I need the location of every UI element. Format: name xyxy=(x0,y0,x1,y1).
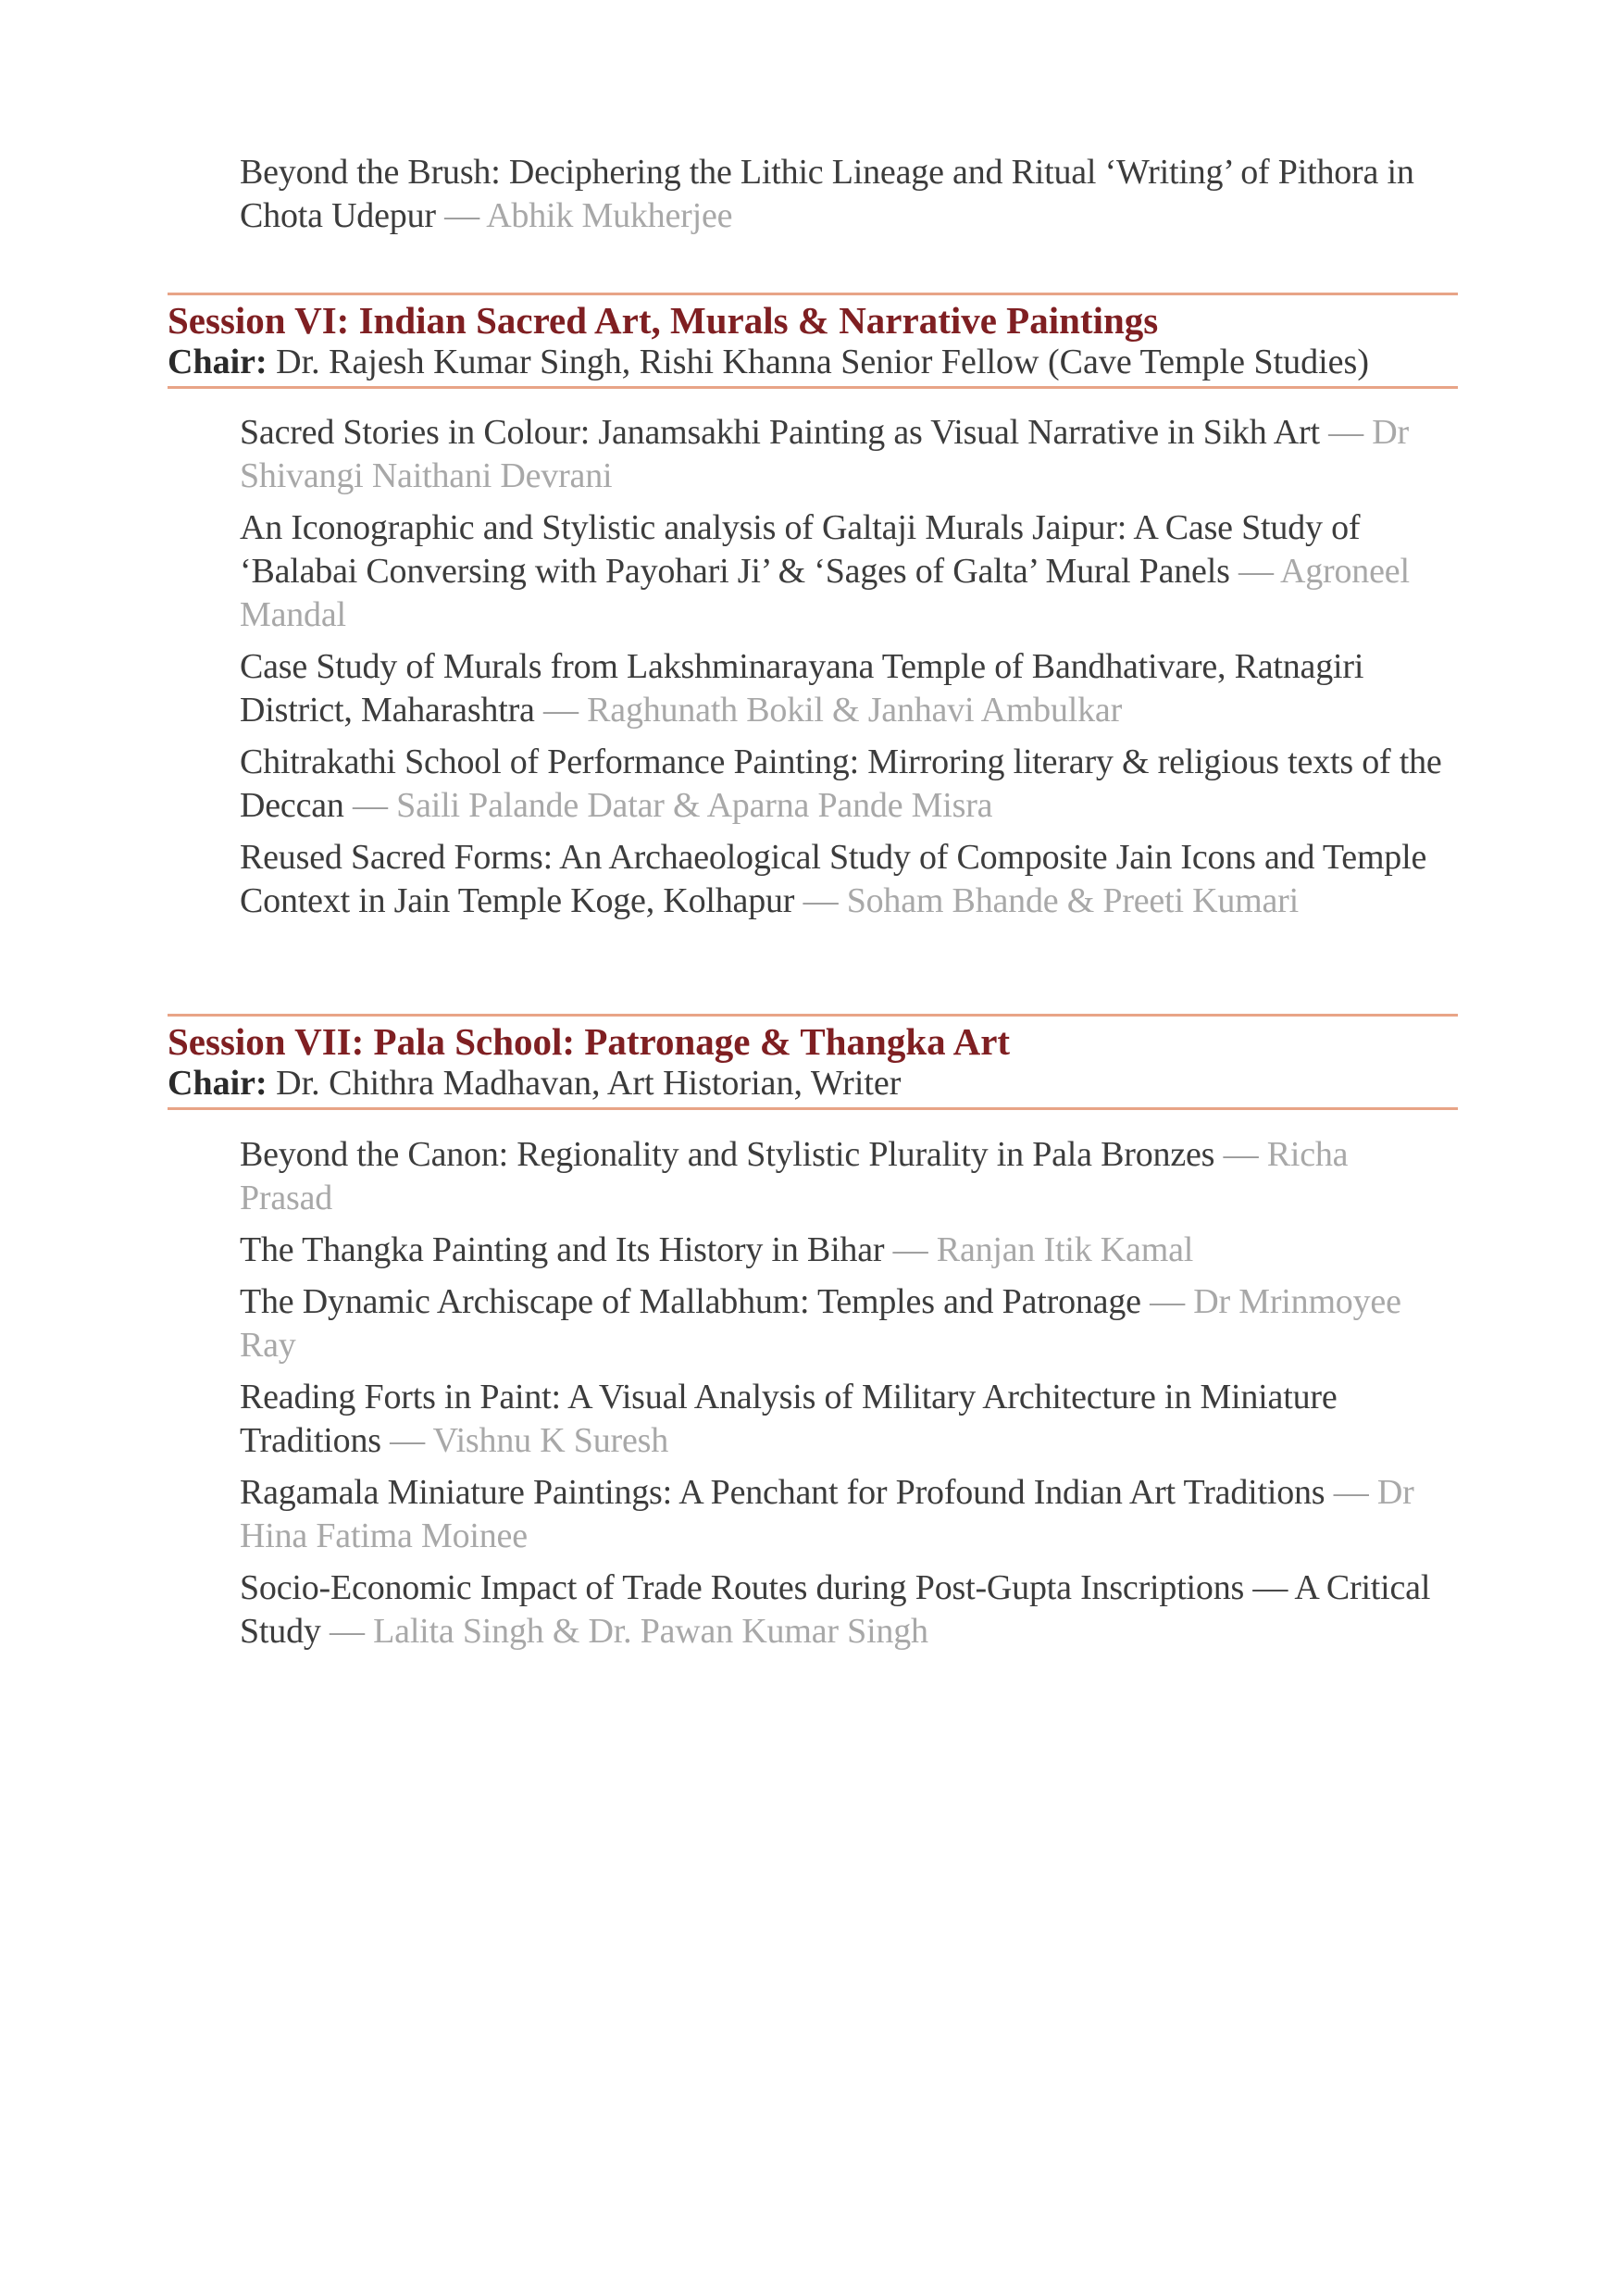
talk-title: Beyond the Brush: Deciphering the Lithic Lineage and Ritual ‘Writing’ of Pithora in Chota Udepur xyxy=(240,153,1414,235)
talk-title: Reading Forts in Paint: A Visual Analysis of Military Architecture in Miniature Traditions xyxy=(240,1378,1338,1460)
talk-item xyxy=(0,741,1618,828)
talk-author: Soham Bhande & Preeti Kumari xyxy=(846,881,1299,920)
session-7-talk-list xyxy=(0,1133,1618,1653)
talk-title: Ragamala Miniature Paintings: A Penchant for Profound Indian Art Traditions xyxy=(240,1473,1326,1512)
talk-title: Beyond the Canon: Regionality and Stylistic Plurality in Pala Bronzes xyxy=(240,1135,1215,1174)
talk-dash: — xyxy=(330,1612,365,1651)
session-7-header xyxy=(168,1014,1458,1110)
talk-author: Richa Prasad xyxy=(240,1135,1349,1217)
talk-item xyxy=(0,1471,1618,1558)
talk-item xyxy=(0,645,1618,732)
talk-dash: — xyxy=(543,691,579,730)
talk-author: Saili Palande Datar & Aparna Pande Misra xyxy=(396,786,993,825)
talk-author: Ranjan Itik Kamal xyxy=(936,1230,1194,1269)
talk-author: Abhik Mukherjee xyxy=(486,196,733,235)
talk-item xyxy=(0,1229,1618,1272)
talk-item xyxy=(0,1133,1618,1220)
talk-dash: — xyxy=(444,196,479,235)
talk-author: Dr Hina Fatima Moinee xyxy=(240,1473,1414,1555)
talk-dash: — xyxy=(1333,1473,1369,1512)
talk-item xyxy=(0,836,1618,923)
talk-author: Dr Shivangi Naithani Devrani xyxy=(240,413,1409,495)
session-6-chair xyxy=(168,342,1458,386)
chair-text: Dr. Chithra Madhavan, Art Historian, Writer xyxy=(276,1064,902,1103)
talk-item xyxy=(0,1566,1618,1653)
talk-item xyxy=(0,506,1618,637)
talk-title: Reused Sacred Forms: An Archaeological Study of Composite Jain Icons and Temple Context in Jain Temple Koge, Kolhapur xyxy=(240,838,1427,920)
talk-title: Case Study of Murals from Lakshminarayana Temple of Bandhativare, Ratnagiri District, Maharashtra xyxy=(240,647,1364,730)
talk-dash: — xyxy=(803,881,839,920)
talk-title: The Dynamic Archiscape of Mallabhum: Temples and Patronage xyxy=(240,1282,1141,1321)
talk-dash: — xyxy=(1150,1282,1185,1321)
chair-label: Chair: xyxy=(168,343,268,381)
session-6-title: Session VI: Indian Sacred Art, Murals & Narrative Paintings xyxy=(168,299,1159,342)
talk-title: Socio-Economic Impact of Trade Routes during Post-Gupta Inscriptions — A Critical Study xyxy=(240,1568,1431,1651)
session-5-continued-list xyxy=(0,151,1618,238)
talk-item xyxy=(0,1280,1618,1367)
chair-label: Chair: xyxy=(168,1064,268,1103)
talk-dash: — xyxy=(1328,413,1363,452)
session-6-header xyxy=(168,293,1458,389)
talk-title: The Thangka Painting and Its History in Bihar xyxy=(240,1230,885,1269)
session-7-chair xyxy=(168,1063,1458,1107)
talk-dash: — xyxy=(1223,1135,1259,1174)
talk-item xyxy=(0,411,1618,498)
talk-dash: — xyxy=(892,1230,928,1269)
talk-author: Dr Mrinmoyee Ray xyxy=(240,1282,1401,1365)
talk-title: An Iconographic and Stylistic analysis of Galtaji Murals Jaipur: A Case Study of ‘Balabai Conversing with Payohari Ji’ & ‘Sages of Galta’ Mural Panels xyxy=(240,508,1361,591)
talk-item xyxy=(0,1376,1618,1463)
session-6-talk-list xyxy=(0,411,1618,923)
chair-text: Dr. Rajesh Kumar Singh, Rishi Khanna Senior Fellow (Cave Temple Studies) xyxy=(276,343,1369,381)
talk-item xyxy=(0,151,1618,238)
talk-dash: — xyxy=(353,786,388,825)
talk-title: Sacred Stories in Colour: Janamsakhi Painting as Visual Narrative in Sikh Art xyxy=(240,413,1320,452)
talk-dash: — xyxy=(390,1421,425,1460)
talk-dash: — xyxy=(1238,552,1274,591)
talk-title: Chitrakathi School of Performance Painting: Mirroring literary & religious texts of the Deccan xyxy=(240,742,1442,825)
talk-author: Lalita Singh & Dr. Pawan Kumar Singh xyxy=(373,1612,928,1651)
talk-author: Raghunath Bokil & Janhavi Ambulkar xyxy=(587,691,1123,730)
talk-author: Vishnu K Suresh xyxy=(432,1421,669,1460)
talk-author: Agroneel Mandal xyxy=(240,552,1410,634)
session-7-title: Session VII: Pala School: Patronage & Thangka Art xyxy=(168,1020,1011,1063)
